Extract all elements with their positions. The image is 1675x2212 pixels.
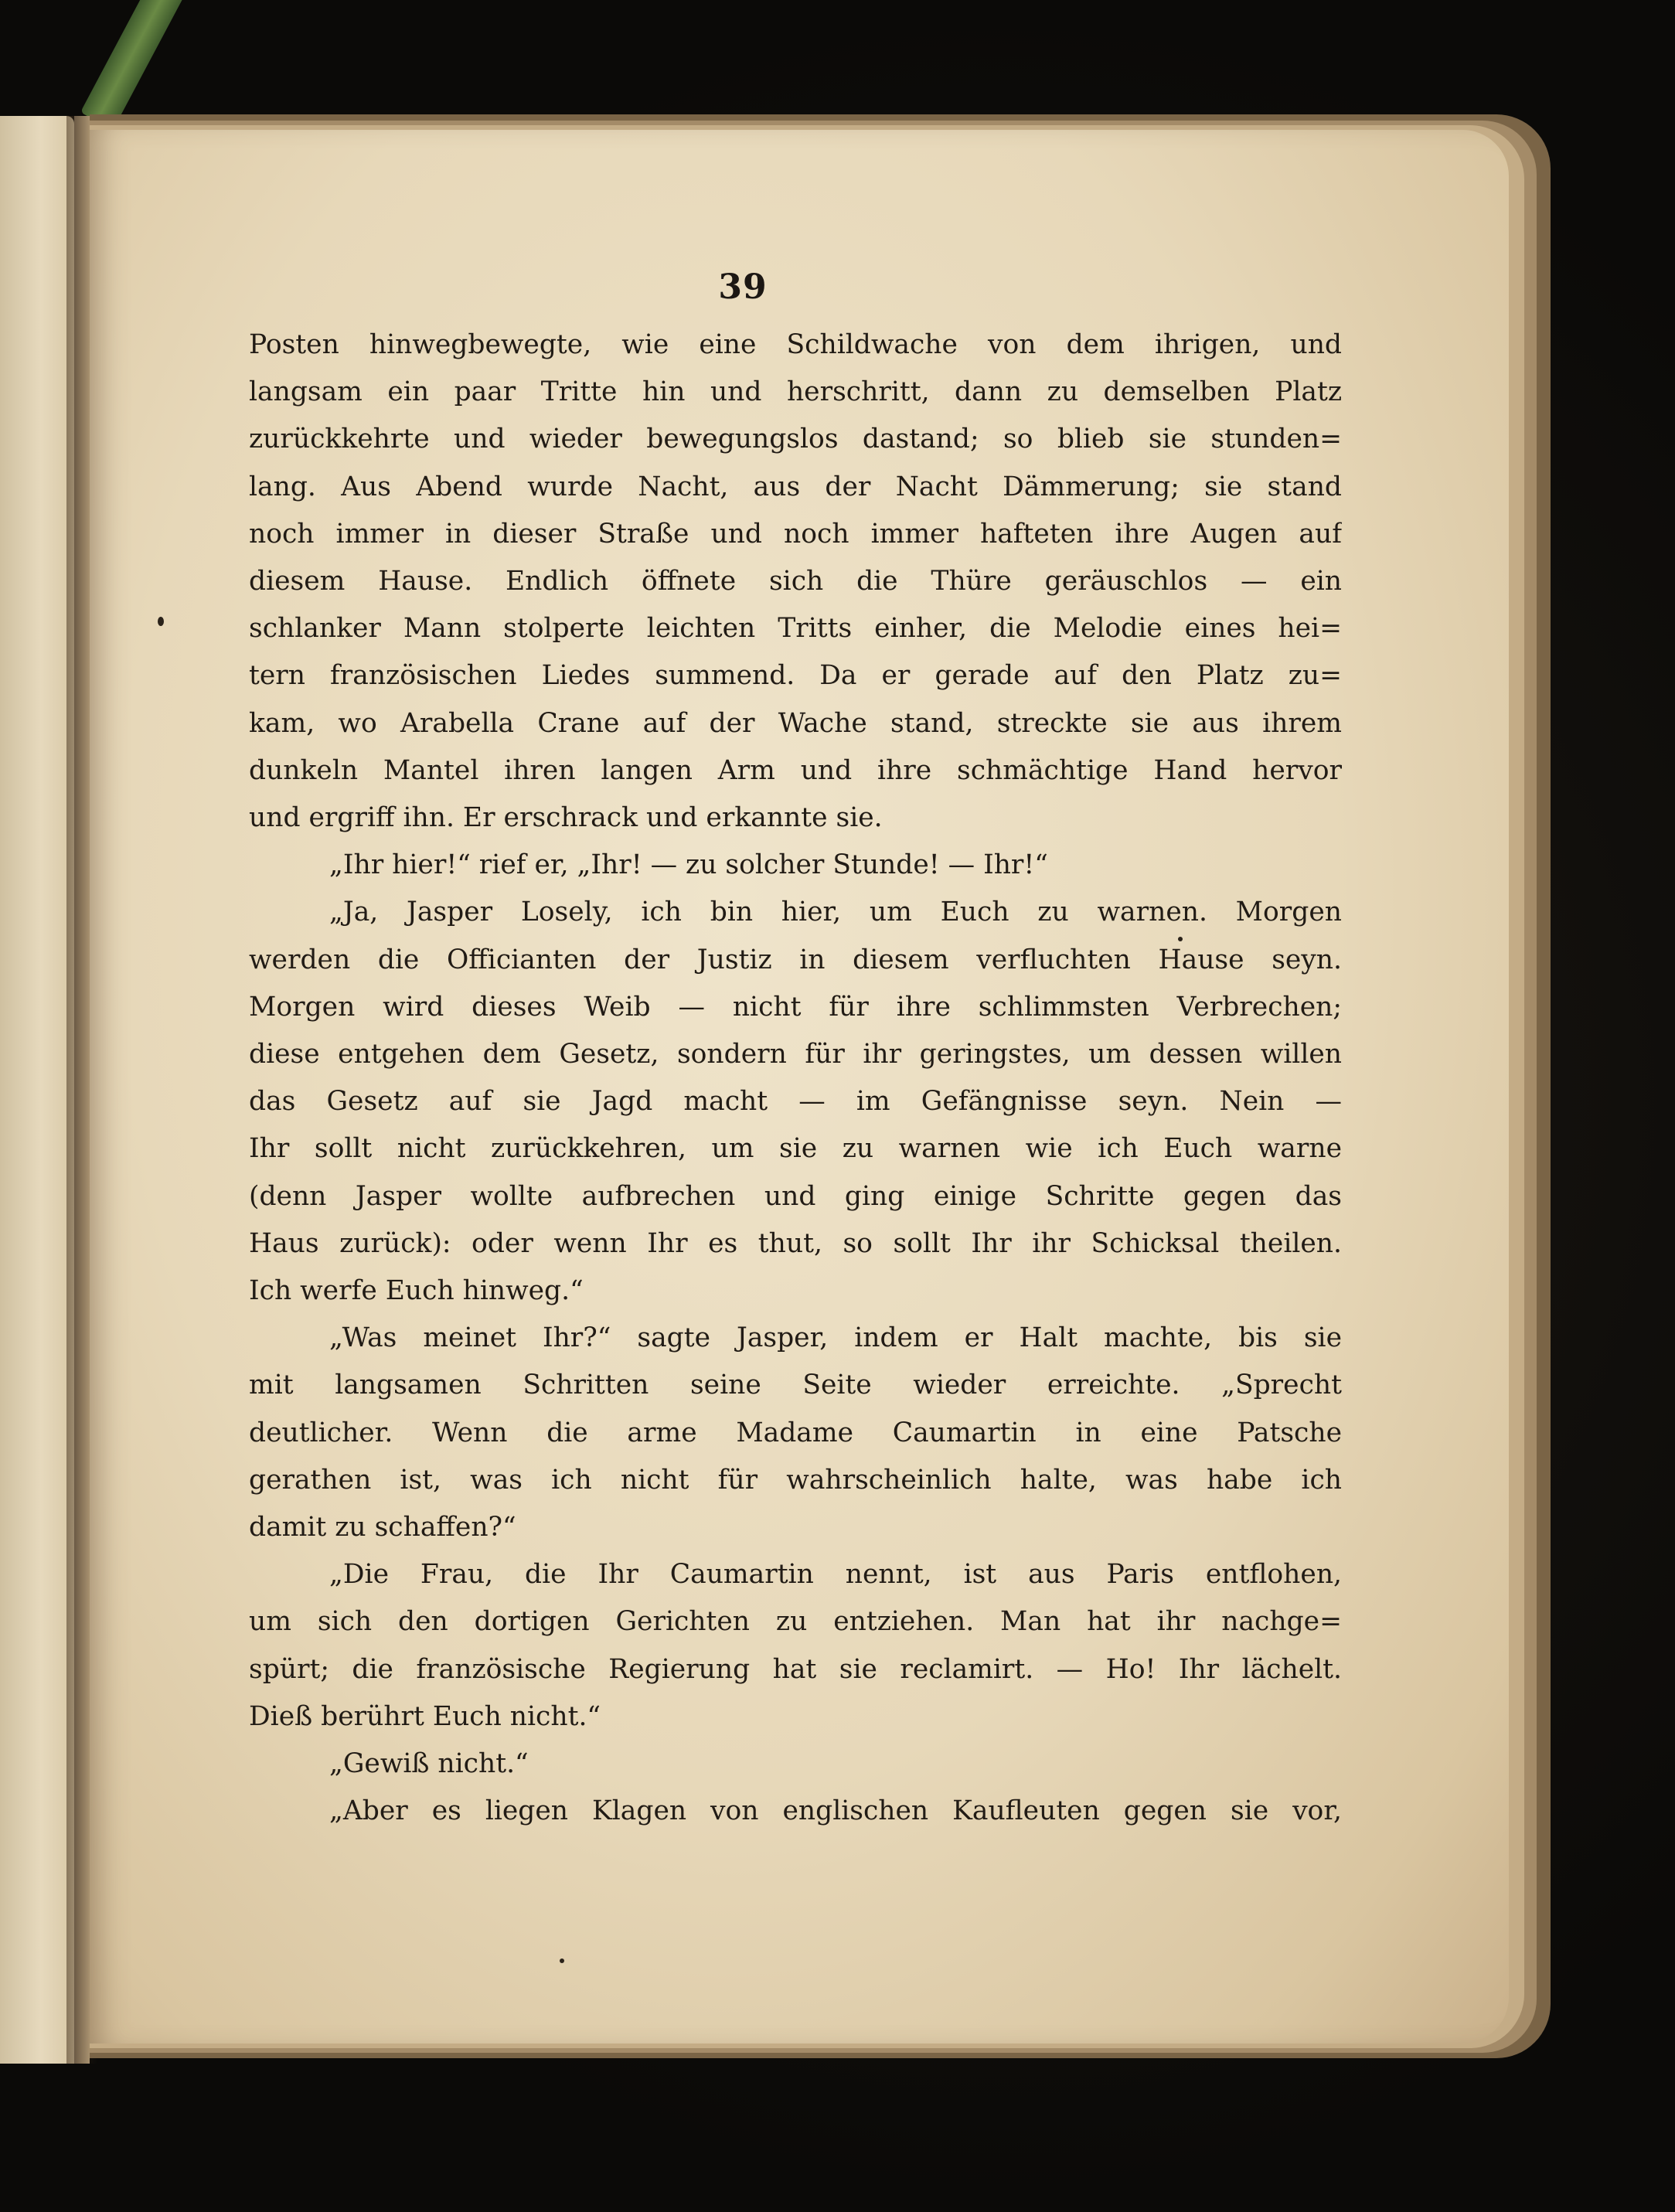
text-line: „Ihr hier!“ rief er, „Ihr! — zu solcher Stunde! — Ihr!“ — [329, 849, 1048, 881]
book-spine-gutter — [74, 116, 90, 2064]
text-line: lang. Aus Abend wurde Nacht, aus der Nacht Dämmerung; sie stand — [249, 471, 1342, 502]
text-line: langsam ein paar Tritte hin und herschritt, dann zu demselben Platz — [249, 376, 1342, 408]
text-line: das Gesetz auf sie Jagd macht — im Gefängnisse seyn. Nein — — [249, 1086, 1342, 1118]
paper-speck — [1178, 937, 1183, 941]
text-line: „Aber es liegen Klagen von englischen Kaufleuten gegen sie vor, — [329, 1795, 1342, 1827]
text-line: dunkeln Mantel ihren langen Arm und ihre schmächtige Hand hervor — [249, 754, 1342, 786]
paper-speck — [158, 617, 164, 626]
text-line: Dieß berührt Euch nicht.“ — [249, 1700, 601, 1732]
text-line: gerathen ist, was ich nicht für wahrscheinlich halte, was habe ich — [249, 1464, 1342, 1496]
text-line: „Was meinet Ihr?“ sagte Jasper, indem er Halt machte, bis sie — [329, 1322, 1342, 1354]
page-body-text — [249, 322, 1342, 1836]
text-line: Posten hinwegbewegte, wie eine Schildwache von dem ihrigen, und — [249, 329, 1342, 360]
text-line: diesem Hause. Endlich öffnete sich die Thüre geräuschlos — ein — [249, 566, 1342, 597]
text-line: (denn Jasper wollte aufbrechen und ging einige Schritte gegen das — [249, 1180, 1342, 1212]
text-line: zurückkehrte und wieder bewegungslos dastand; so blieb sie stunden= — [249, 424, 1342, 455]
text-line: „Die Frau, die Ihr Caumartin nennt, ist aus Paris entflohen, — [329, 1559, 1342, 1591]
text-line: „Ja, Jasper Losely, ich bin hier, um Euch zu warnen. Morgen — [329, 897, 1342, 928]
text-line: Ihr sollt nicht zurückkehren, um sie zu warnen wie ich Euch warne — [249, 1133, 1342, 1165]
text-line: um sich den dortigen Gerichten zu entziehen. Man hat ihr nachge= — [249, 1606, 1342, 1638]
text-line: diese entgehen dem Gesetz, sondern für ihr geringstes, um dessen willen — [249, 1039, 1342, 1070]
text-line: spürt; die französische Regierung hat sie reclamirt. — Ho! Ihr lächelt. — [249, 1653, 1342, 1685]
text-line: mit langsamen Schritten seine Seite wieder erreichte. „Sprecht — [249, 1370, 1342, 1401]
text-line: Morgen wird dieses Weib — nicht für ihre schlimmsten Verbrechen; — [249, 991, 1342, 1023]
text-line: noch immer in dieser Straße und noch immer hafteten ihre Augen auf — [249, 518, 1342, 550]
page-number: 39 — [718, 267, 768, 307]
text-line: kam, wo Arabella Crane auf der Wache stand, streckte sie aus ihrem — [249, 707, 1342, 739]
text-line: Haus zurück): oder wenn Ihr es thut, so sollt Ihr ihr Schicksal theilen. — [249, 1227, 1342, 1259]
text-line: Ich werfe Euch hinweg.“ — [249, 1275, 584, 1307]
text-line: werden die Officianten der Justiz in diesem verfluchten Hause seyn. — [249, 944, 1342, 975]
text-line: „Gewiß nicht.“ — [329, 1748, 529, 1780]
text-line: deutlicher. Wenn die arme Madame Caumartin in eine Patsche — [249, 1417, 1342, 1448]
text-line: schlanker Mann stolperte leichten Tritts einher, die Melodie eines hei= — [249, 613, 1342, 645]
text-line: tern französischen Liedes summend. Da er gerade auf den Platz zu= — [249, 660, 1342, 692]
text-line: und ergriff ihn. Er erschrack und erkannte sie. — [249, 802, 883, 834]
bookmark-ribbon — [80, 0, 186, 130]
book-page — [90, 130, 1509, 2044]
previous-page-edge — [0, 116, 74, 2064]
text-line: damit zu schaffen?“ — [249, 1512, 516, 1543]
paper-speck — [560, 1958, 564, 1963]
